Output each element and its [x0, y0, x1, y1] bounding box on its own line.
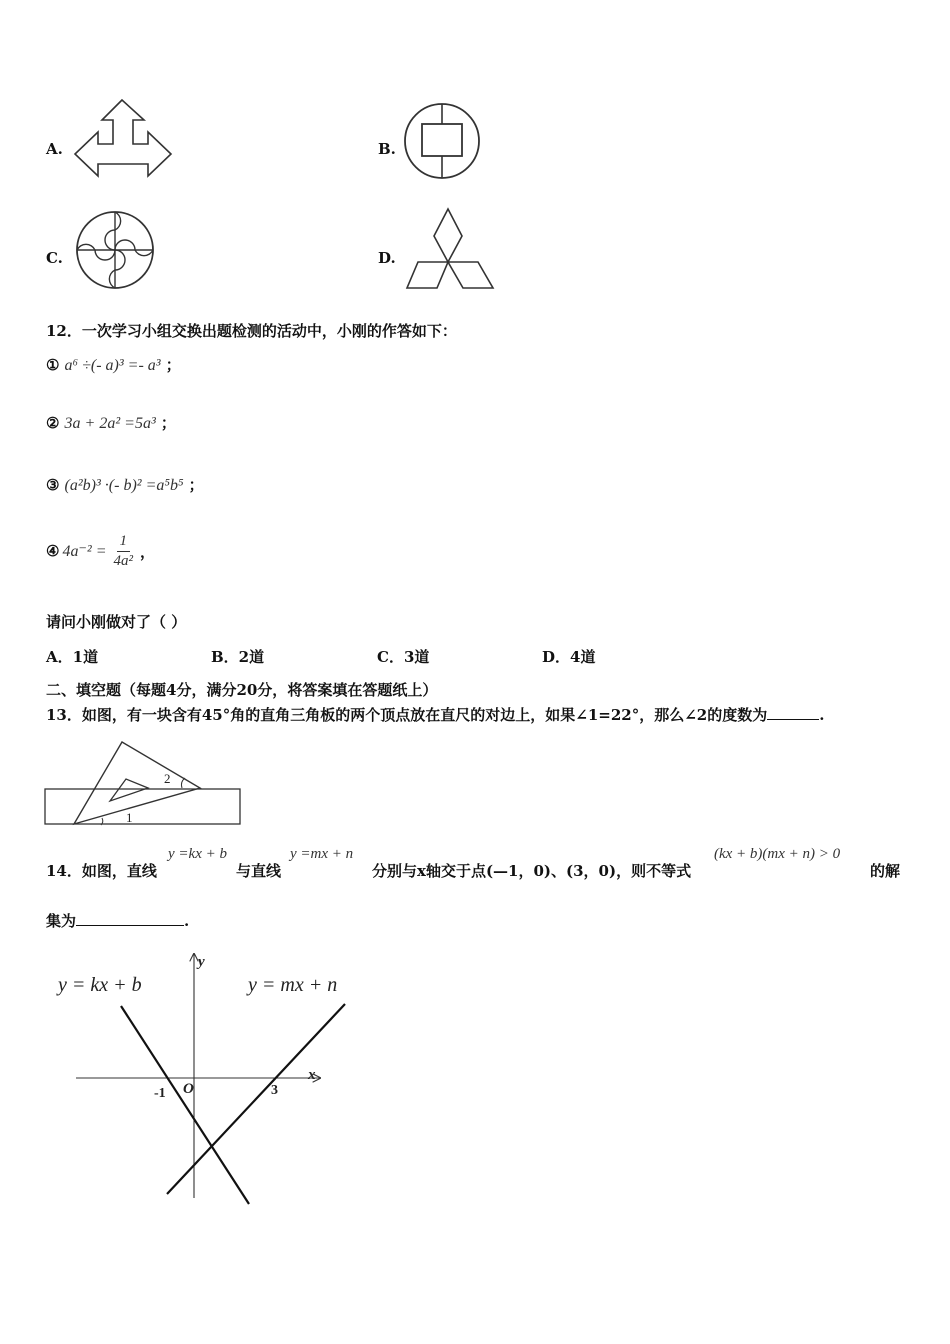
q12-item-3-end: ； — [188, 476, 204, 494]
q14-prefix: 14．如图，直线 — [46, 862, 157, 880]
graph-tick-neg1: -1 — [154, 1086, 166, 1101]
graph-axis-x-label: x — [308, 1067, 316, 1083]
q12-item-4-expr-left: 4a⁻² = — [62, 543, 107, 560]
q14-line2-text: 集为 — [46, 912, 77, 930]
q13-text: 13．如图，有一块含有45°角的直角三角板的两个顶点放在直尺的对边上，如果∠1=22°，那么∠2的度数为 — [46, 706, 768, 724]
q12-question: 请问小刚做对了（ ） — [46, 613, 187, 631]
q12-item-3-expr: (a²b)³ ·(- b)² =a⁵b⁵ — [64, 477, 184, 494]
q12-item-2 — [46, 412, 176, 433]
q14-suffix: 的解 — [870, 862, 901, 880]
graph-tick-3: 3 — [271, 1083, 278, 1098]
graph-axis-y-label: y — [198, 954, 205, 970]
section-heading: 二、填空题（每题4分，满分20分，将答案填在答题纸上） — [46, 681, 438, 699]
q13-text-line — [46, 704, 824, 725]
q12-item-1-expr: a⁶ ÷(- a)³ =- a³ — [64, 357, 161, 374]
figure-three-rhombus — [404, 206, 498, 294]
q14-mid2: 分别与x轴交于点(—1，0)、(3，0)，则不等式 — [372, 862, 692, 880]
figure-arrows-shape — [72, 98, 176, 182]
set-square-inner — [110, 779, 148, 801]
q12-item-2-marker: ② — [46, 414, 60, 432]
q12-item-4-fraction — [111, 532, 137, 571]
q12-item-4 — [46, 528, 155, 574]
q12-item-4-marker: ④ — [46, 542, 60, 560]
option-b-label: B. — [378, 140, 396, 158]
q14-answer-blank — [76, 925, 184, 926]
graph-origin-label: O — [183, 1081, 194, 1097]
q14-eq2: y =mx + n — [290, 846, 354, 862]
q12-stem: 12．一次学习小组交换出题检测的活动中，小刚的作答如下： — [46, 322, 457, 340]
q13-angle-1-label: 1 — [126, 810, 133, 825]
q13-figure — [44, 738, 244, 830]
q12-item-1-marker: ① — [46, 356, 60, 374]
q12-choice-b: B．2道 — [211, 648, 265, 666]
option-c-label: C. — [46, 249, 63, 267]
q12-item-3 — [46, 474, 204, 495]
q12-item-2-end: ； — [160, 414, 176, 432]
q13-angle-2-label: 2 — [164, 771, 171, 786]
q14-graph — [44, 946, 364, 1208]
option-a-label: A. — [46, 140, 63, 158]
q14-mid1: 与直线 — [236, 862, 282, 880]
q12-choice-c: C．3道 — [377, 648, 430, 666]
figure-circle-square — [402, 100, 482, 182]
q14-line2 — [46, 910, 189, 931]
q14-inequality: (kx + b)(mx + n) > 0 — [714, 846, 841, 862]
ruler-shape — [45, 789, 240, 824]
q13-answer-blank — [767, 719, 819, 720]
q12-item-1 — [46, 354, 181, 375]
q12-item-4-numerator: 1 — [117, 532, 131, 552]
q12-item-4-denominator: 4a² — [113, 552, 133, 569]
q12-item-2-expr: 3a + 2a² =5a³ — [64, 415, 156, 432]
q13-end: . — [819, 706, 825, 724]
q12-choice-d: D．4道 — [542, 648, 596, 666]
q12-item-4-end: ， — [140, 542, 156, 561]
option-d-label: D. — [378, 249, 396, 267]
figure-pinwheel-circle — [74, 208, 156, 292]
graph-label-line2: y = mx + n — [248, 974, 338, 996]
q12-item-1-end: ； — [165, 356, 181, 374]
q14-end: . — [184, 912, 190, 930]
graph-label-line1: y = kx + b — [58, 974, 142, 996]
q12-choice-a: A．1道 — [46, 648, 99, 666]
q12-item-3-marker: ③ — [46, 476, 60, 494]
q14-eq1: y =kx + b — [168, 846, 227, 862]
